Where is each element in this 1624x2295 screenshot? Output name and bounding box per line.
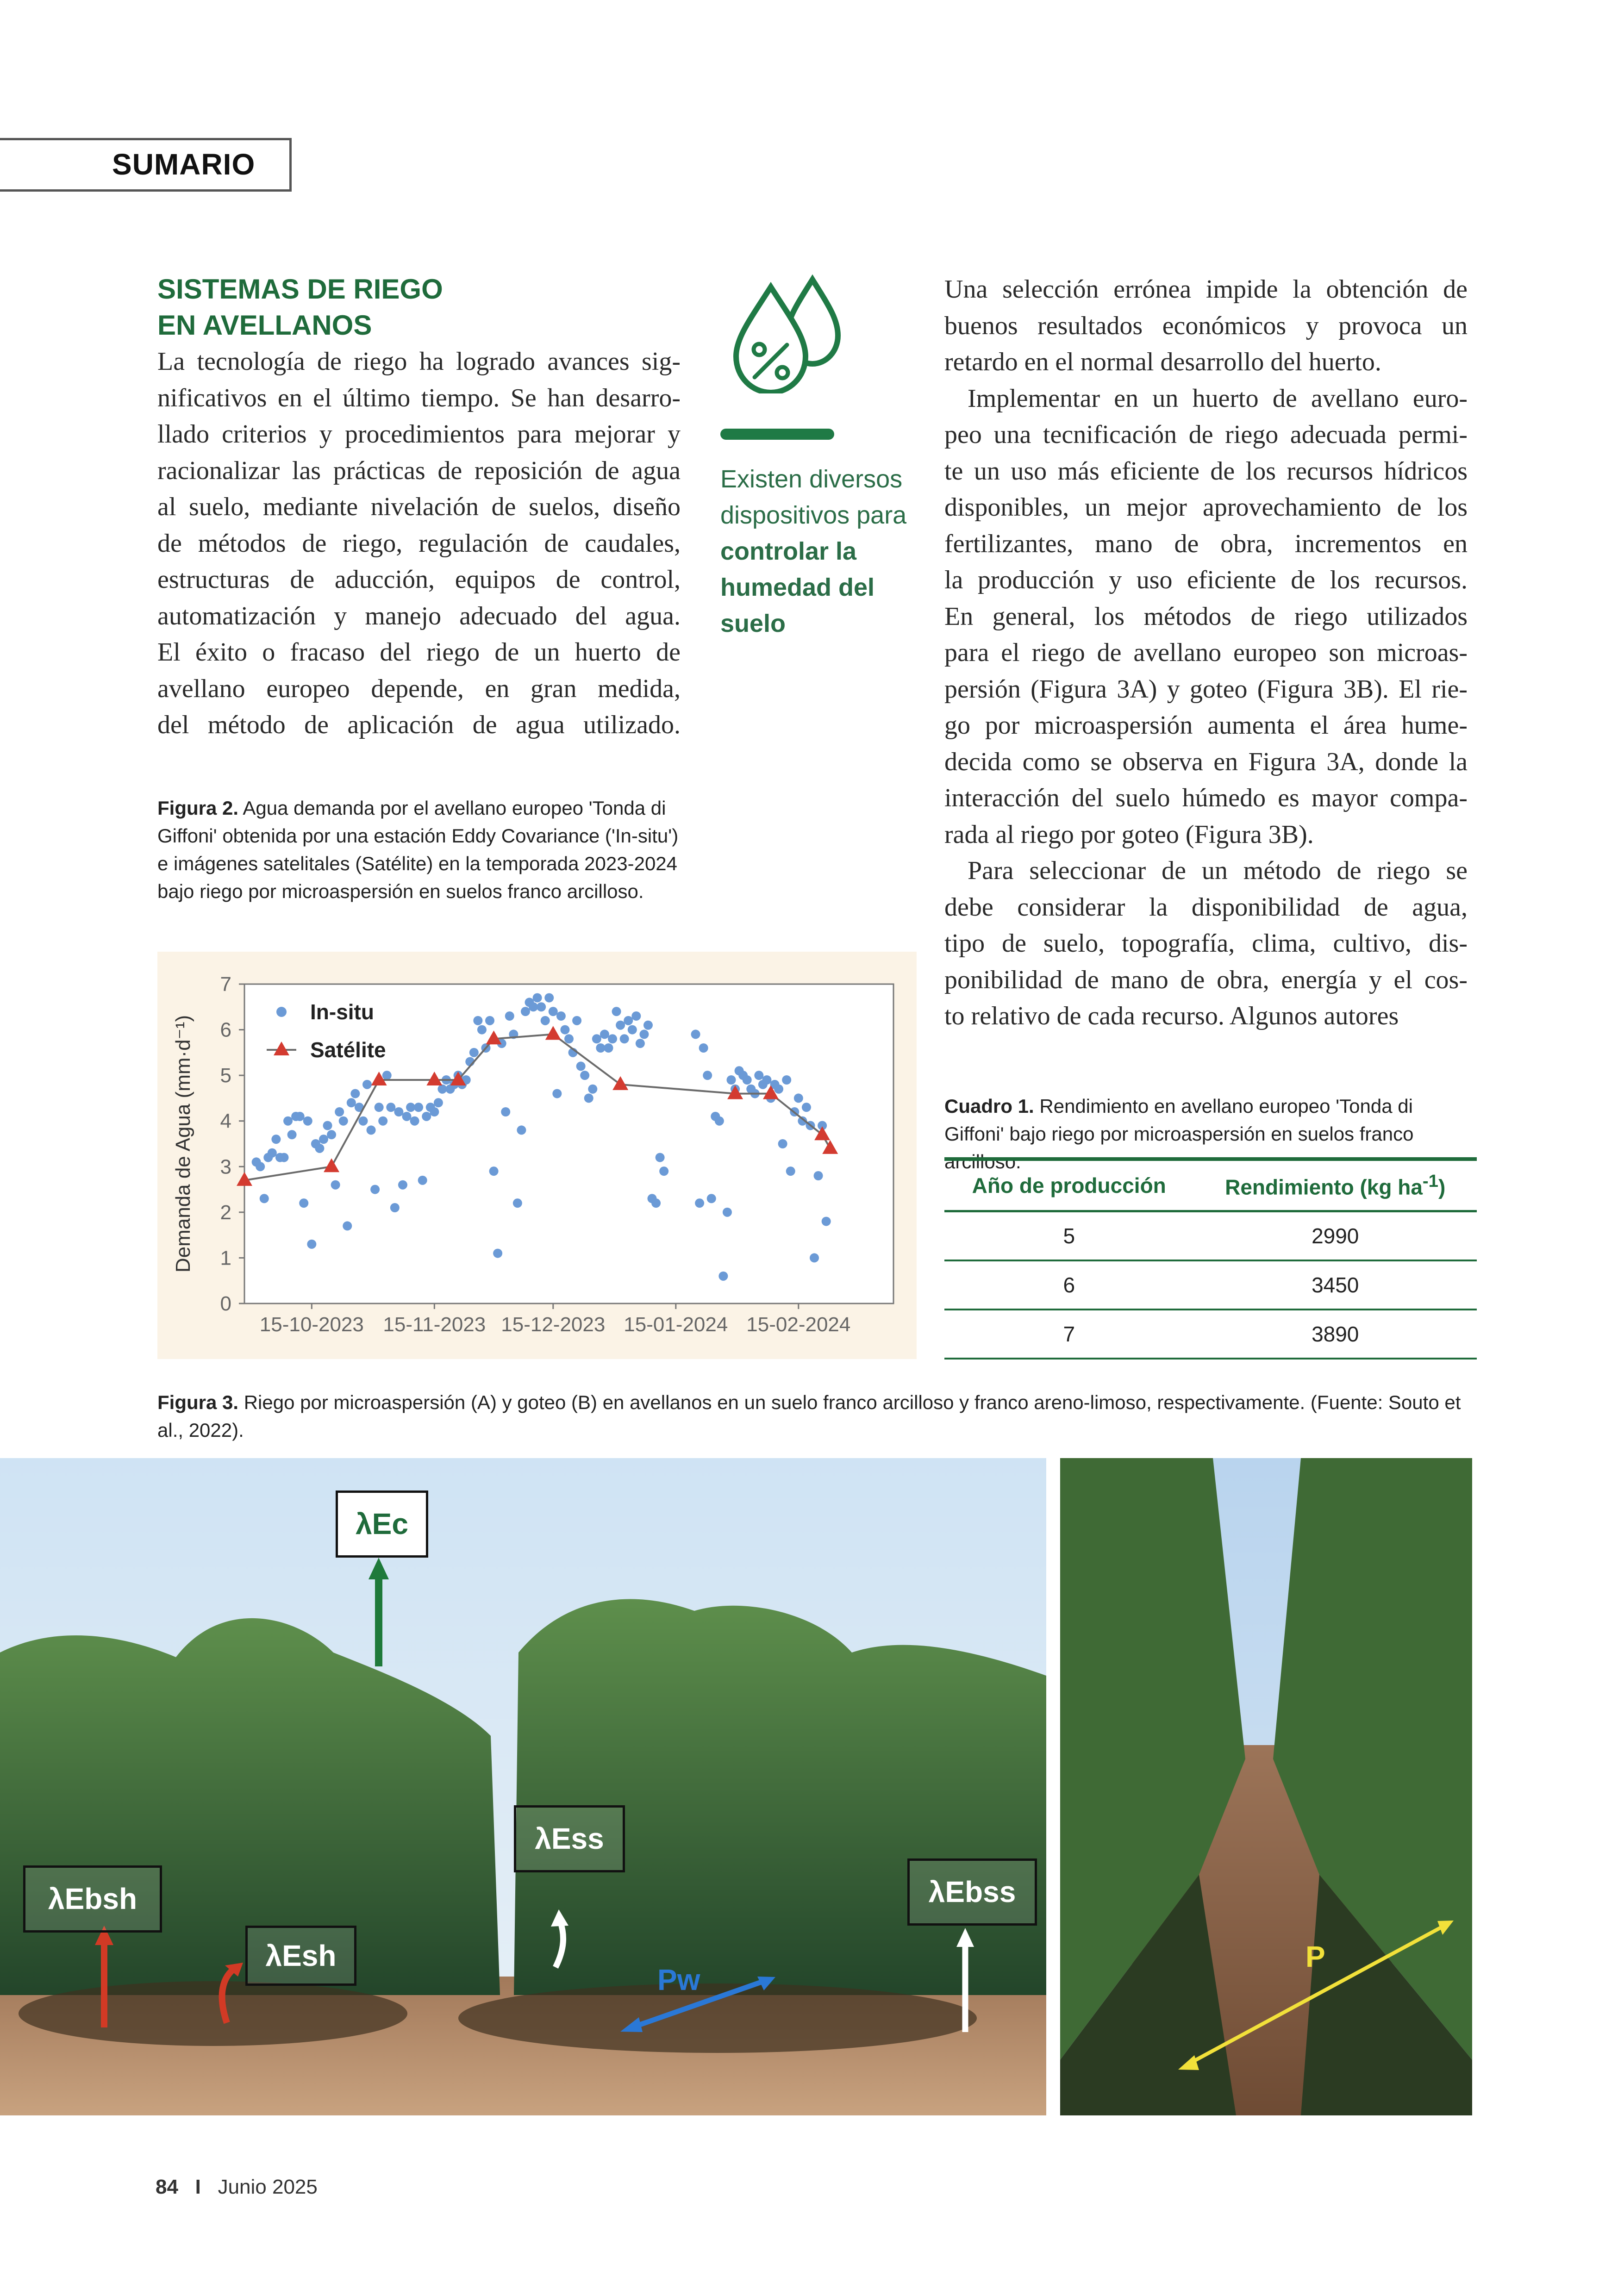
article-line: estructuras de aducción, equipos de control, <box>157 565 681 594</box>
in-situ-point <box>762 1075 771 1085</box>
in-situ-point <box>350 1089 360 1098</box>
in-situ-point <box>521 1007 530 1016</box>
article-line: automatización y manejo adecuado del agua. <box>157 601 681 630</box>
orchard-scene-b <box>1060 1458 1472 2115</box>
in-situ-point <box>390 1203 400 1212</box>
article-heading <box>157 271 690 343</box>
in-situ-point <box>552 1089 562 1098</box>
in-situ-point <box>489 1166 499 1176</box>
article-line: En general, los métodos de riego utilizados <box>944 602 1468 631</box>
cell-yield: 3890 <box>1193 1310 1477 1359</box>
in-situ-point <box>580 1071 589 1080</box>
in-situ-point <box>786 1166 795 1176</box>
article-line: Implementar en un huerto de avellano euro- <box>968 384 1468 413</box>
x-tick-label: 15-01-2024 <box>624 1313 728 1336</box>
in-situ-point <box>743 1075 752 1085</box>
article-line: retardo en el normal desarrollo del huerto. <box>944 348 1381 376</box>
in-situ-point <box>398 1180 407 1190</box>
in-situ-point <box>402 1112 412 1121</box>
in-situ-point <box>782 1075 791 1085</box>
label-lambda-esh: λEsh <box>245 1926 356 1986</box>
cell-yield: 3450 <box>1193 1260 1477 1310</box>
cell-year: 6 <box>944 1260 1193 1310</box>
heading-line-2: EN AVELLANOS <box>157 310 372 341</box>
y-tick-label: 0 <box>220 1292 231 1315</box>
in-situ-point <box>279 1153 288 1162</box>
x-tick-label: 15-12-2023 <box>501 1313 606 1336</box>
in-situ-point <box>422 1112 431 1121</box>
article-line: racionalizar las prácticas de reposición de agua <box>157 456 681 485</box>
in-situ-point <box>715 1116 724 1126</box>
in-situ-point <box>608 1034 617 1043</box>
article-line: interacción del suelo húmedo es mayor compa- <box>944 784 1468 812</box>
page-number: 84 <box>156 2176 178 2198</box>
in-situ-point <box>592 1034 601 1043</box>
article-line: llado criterios y procedimientos para mejorar y <box>157 420 681 449</box>
in-situ-point <box>699 1043 708 1053</box>
in-situ-point <box>656 1153 665 1162</box>
in-situ-point <box>343 1221 352 1230</box>
in-situ-point <box>596 1043 605 1053</box>
article-line: Una selección errónea impide la obtención de <box>944 275 1468 304</box>
article-line: te un uso más eficiente de los recursos hídricos <box>944 456 1468 486</box>
in-situ-point <box>473 1016 482 1025</box>
in-situ-point <box>544 993 554 1003</box>
in-situ-point <box>394 1107 403 1116</box>
article-line: del método de aplicación de agua utilizado. <box>157 711 681 739</box>
in-situ-point <box>576 1061 586 1071</box>
label-lambda-ebss: λEbss <box>907 1858 1037 1926</box>
article-line: debe considerar la disponibilidad de agua, <box>944 892 1468 922</box>
table-row <box>944 1211 1477 1261</box>
in-situ-point <box>268 1148 277 1158</box>
in-situ-point <box>382 1071 392 1080</box>
in-situ-point <box>727 1075 736 1085</box>
callout-accent-bar <box>720 429 834 440</box>
in-situ-point <box>584 1093 593 1103</box>
article-line: to relativo de cada recurso. Algunos autores <box>944 1002 1399 1030</box>
in-situ-point <box>651 1198 661 1208</box>
in-situ-point <box>469 1048 479 1057</box>
in-situ-point <box>691 1029 700 1039</box>
article-line: tipo de suelo, topografía, clima, cultivo, dis- <box>944 929 1468 958</box>
in-situ-point <box>283 1116 293 1126</box>
label-lambda-ec: λEc <box>336 1491 428 1558</box>
cell-yield: 2990 <box>1193 1211 1477 1261</box>
figure-2-caption-text: Agua demanda por el avellano europeo 'Tonda di Giffoni' obtenida por una estación Eddy Covariance ('In-situ') e imágenes satelitales (Satélite) en la temporada 2023-2024 bajo riego por microaspersión en suelos franco arcilloso. <box>157 797 679 902</box>
in-situ-point <box>560 1025 569 1035</box>
in-situ-point <box>335 1107 344 1116</box>
in-situ-point <box>822 1217 831 1226</box>
article-line: avellano europeo depende, en gran medida, <box>157 674 681 703</box>
in-situ-point <box>612 1007 621 1016</box>
in-situ-point <box>347 1098 356 1107</box>
article-line: la producción y uso eficiente de los recursos. <box>944 566 1468 594</box>
article-line: Para seleccionar de un método de riego se <box>968 856 1468 885</box>
table-header-row <box>944 1159 1477 1211</box>
x-tick-label: 15-02-2024 <box>746 1313 851 1336</box>
in-situ-point <box>386 1103 395 1112</box>
in-situ-point <box>271 1135 281 1144</box>
legend-label-satellite: Satélite <box>310 1038 386 1062</box>
in-situ-point <box>323 1121 332 1130</box>
page-footer <box>156 2176 318 2199</box>
article-line: La tecnología de riego ha logrado avances sig- <box>157 347 681 376</box>
cell-year: 7 <box>944 1310 1193 1359</box>
in-situ-point <box>303 1116 312 1126</box>
in-situ-point <box>814 1171 823 1180</box>
label-lambda-ebsh: λEbsh <box>23 1865 162 1933</box>
figure-3-caption-label: Figura 3. <box>157 1391 239 1413</box>
article-line: buenos resultados económicos y provoca un <box>944 311 1468 340</box>
in-situ-point <box>287 1130 297 1139</box>
in-situ-point <box>778 1139 787 1148</box>
callout-text-bold: controlar la humedad del suelo <box>720 537 875 637</box>
figure-3-caption <box>157 1389 1477 1444</box>
in-situ-point <box>501 1107 510 1116</box>
article-line: go por microaspersión aumenta el área hume- <box>944 711 1468 740</box>
in-situ-point <box>339 1116 348 1126</box>
y-tick-label: 4 <box>220 1110 231 1133</box>
in-situ-point <box>434 1098 443 1107</box>
in-situ-point <box>299 1198 308 1208</box>
article-line: decida como se observa en Figura 3A, donde la <box>944 747 1468 776</box>
in-situ-point <box>802 1103 811 1112</box>
in-situ-point <box>406 1103 415 1112</box>
footer-separator: I <box>195 2176 201 2198</box>
in-situ-point <box>636 1039 645 1048</box>
in-situ-point <box>513 1198 522 1208</box>
in-situ-point <box>572 1016 581 1025</box>
in-situ-point <box>723 1208 732 1217</box>
in-situ-point <box>754 1071 763 1080</box>
in-situ-point <box>628 1025 637 1035</box>
label-pw: Pw <box>657 1963 700 1996</box>
column-header-year: Año de producción <box>944 1159 1193 1211</box>
in-situ-point <box>600 1029 609 1039</box>
article-line: rada al riego por goteo (Figura 3B). <box>944 820 1314 849</box>
photo-drip-orchard <box>1060 1458 1472 2115</box>
yield-table <box>944 1157 1477 1360</box>
callout-text-plain: Existen diversos dispositivos para <box>720 465 907 529</box>
in-situ-point <box>410 1116 419 1126</box>
water-demand-chart <box>157 952 917 1359</box>
yield-header-close: ) <box>1438 1175 1446 1199</box>
in-situ-point <box>624 1016 633 1025</box>
in-situ-point <box>537 1002 546 1011</box>
in-situ-point <box>367 1125 376 1135</box>
water-drops-percent-icon <box>718 273 856 393</box>
y-tick-label: 7 <box>220 973 231 996</box>
in-situ-point <box>295 1112 305 1121</box>
in-situ-point <box>604 1043 613 1053</box>
figure-2-caption <box>157 794 685 905</box>
in-situ-point <box>794 1093 803 1103</box>
table-1-caption-text: Rendimiento en avellano europeo 'Tonda di Giffoni' bajo riego por microaspersión en suelos franco arcilloso. <box>944 1095 1414 1172</box>
heading-line-1: SISTEMAS DE RIEGO <box>157 274 443 305</box>
orchard-scene-a <box>0 1458 1046 2115</box>
article-line: fertilizantes, mano de obra, incrementos en <box>944 529 1468 558</box>
in-situ-point <box>358 1116 368 1126</box>
x-tick-label: 15-11-2023 <box>383 1313 486 1336</box>
section-label: SUMARIO <box>112 148 256 181</box>
in-situ-point <box>703 1071 712 1080</box>
in-situ-point <box>315 1144 324 1153</box>
in-situ-point <box>588 1085 597 1094</box>
in-situ-point <box>659 1166 668 1176</box>
in-situ-point <box>620 1034 629 1043</box>
y-tick-label: 2 <box>220 1201 231 1224</box>
in-situ-point <box>260 1194 269 1203</box>
in-situ-point <box>362 1080 372 1089</box>
in-situ-point <box>375 1103 384 1112</box>
article-line: ponibilidad de mano de obra, energía y el cos- <box>944 965 1468 994</box>
in-situ-point <box>529 1002 538 1011</box>
in-situ-point <box>707 1194 716 1203</box>
cell-year: 5 <box>944 1211 1193 1261</box>
y-axis-label: Demanda de Agua (mm·d⁻¹) <box>172 1015 194 1273</box>
in-situ-point <box>643 1021 653 1030</box>
table-row <box>944 1260 1477 1310</box>
label-lambda-ess: λEss <box>514 1805 625 1872</box>
table-1-caption-label: Cuadro 1. <box>944 1095 1034 1117</box>
in-situ-point <box>319 1135 328 1144</box>
in-situ-point <box>437 1085 447 1094</box>
in-situ-point <box>556 1011 566 1021</box>
issue-date: Junio 2025 <box>218 2176 318 2198</box>
in-situ-point <box>695 1198 704 1208</box>
in-situ-point <box>549 1007 558 1016</box>
article-line: al suelo, mediante nivelación de suelos, diseño <box>157 493 681 521</box>
in-situ-point <box>477 1025 487 1035</box>
in-situ-point <box>718 1272 728 1281</box>
in-situ-point <box>774 1085 783 1094</box>
x-tick-label: 15-10-2023 <box>259 1313 364 1336</box>
in-situ-point <box>564 1034 574 1043</box>
in-situ-point <box>541 1016 550 1025</box>
y-tick-label: 3 <box>220 1155 231 1179</box>
article-line: El éxito o fracaso del riego de un huerto de <box>157 638 681 667</box>
legend-marker-in-situ <box>276 1007 287 1017</box>
in-situ-point <box>493 1249 502 1258</box>
article-line: de métodos de riego, regulación de caudales, <box>157 529 681 558</box>
in-situ-point <box>331 1180 340 1190</box>
in-situ-point <box>533 993 542 1003</box>
table-row <box>944 1310 1477 1359</box>
article-line: persión (Figura 3A) y goteo (Figura 3B). El rie- <box>944 674 1468 704</box>
photo-microsprinkler-orchard <box>0 1458 1046 2115</box>
in-situ-point <box>256 1162 265 1171</box>
yield-header-text: Rendimiento (kg ha <box>1225 1175 1423 1199</box>
in-situ-point <box>414 1103 423 1112</box>
in-situ-point <box>639 1029 649 1039</box>
article-line: peo una tecnificación de riego adecuada permi- <box>944 420 1468 449</box>
in-situ-point <box>430 1107 439 1116</box>
in-situ-point <box>631 1011 641 1021</box>
in-situ-point <box>327 1130 336 1139</box>
in-situ-point <box>517 1125 526 1135</box>
in-situ-point <box>505 1011 514 1021</box>
callout-text <box>720 461 933 642</box>
in-situ-point <box>418 1176 427 1185</box>
y-tick-label: 6 <box>220 1018 231 1041</box>
figure-2-caption-label: Figura 2. <box>157 797 239 819</box>
y-tick-label: 5 <box>220 1064 231 1087</box>
label-p: P <box>1305 1940 1325 1973</box>
in-situ-point <box>616 1021 625 1030</box>
legend-label-in-situ: In-situ <box>310 1000 374 1024</box>
figure-3-caption-text: Riego por microaspersión (A) y goteo (B) en avellanos en un suelo franco arcilloso y franco areno-limoso, respectivamente. (Fuente: Souto et al., 2022). <box>157 1391 1461 1441</box>
in-situ-point <box>485 1016 494 1025</box>
article-line: disponibles, un mejor aprovechamiento de los <box>944 493 1468 522</box>
in-situ-point <box>810 1253 819 1262</box>
article-line: para el riego de avellano europeo son microas- <box>944 638 1468 667</box>
article-line: nificativos en el último tiempo. Se han desarro- <box>157 383 681 412</box>
in-situ-point <box>307 1240 316 1249</box>
column-header-yield <box>1193 1159 1477 1211</box>
in-situ-point <box>378 1116 387 1126</box>
yield-header-unit-exponent: -1 <box>1422 1171 1439 1191</box>
y-tick-label: 1 <box>220 1247 231 1270</box>
in-situ-point <box>370 1185 380 1194</box>
